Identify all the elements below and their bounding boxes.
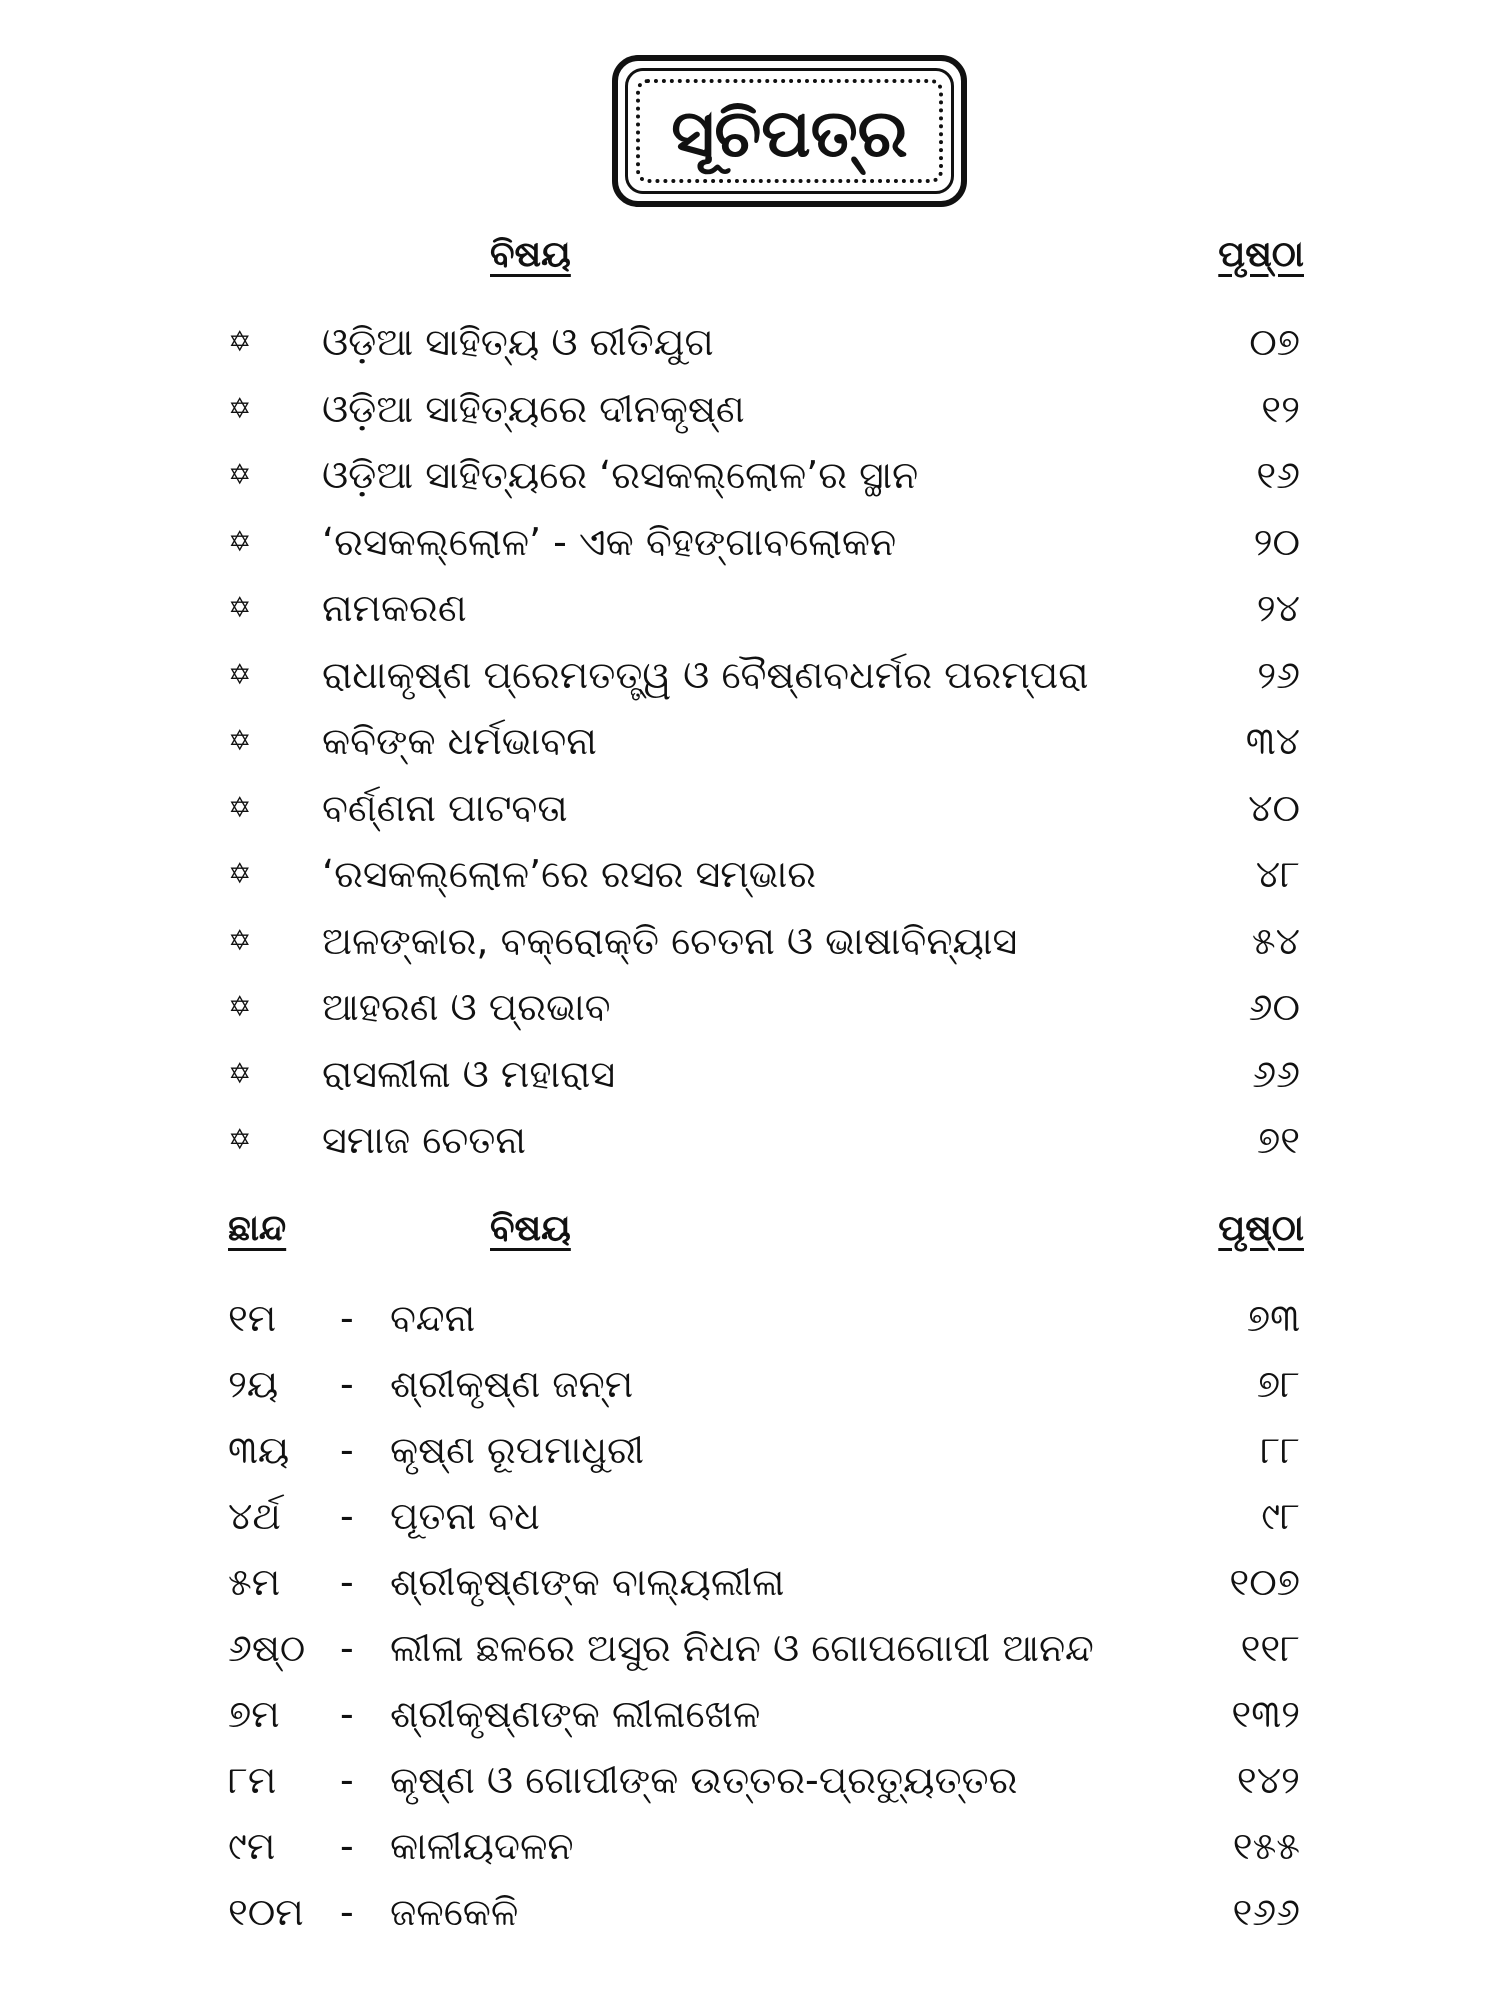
chhanda-number: ୯ମ: [228, 1824, 276, 1868]
dash: -: [340, 1758, 354, 1802]
item-title: ‘ରସକଲ୍ଲୋଳ’ରେ ରସର ସମ୍ଭାର: [322, 852, 817, 896]
chhanda-number: ୧ମ: [228, 1296, 277, 1340]
dash: -: [340, 1560, 354, 1604]
chhanda-row: [0, 1420, 1500, 1486]
item-title: ନାମକରଣ: [322, 586, 467, 630]
chhanda-title: କୃଷ୍ଣ ରୂପମାଧୁରୀ: [390, 1428, 645, 1472]
item-title: ଓଡ଼ିଆ ସାହିତ୍ୟରେ ‘ରସକଲ୍ଲୋଳ’ର ସ୍ଥାନ: [322, 453, 919, 497]
dash: -: [340, 1692, 354, 1736]
chhanda-page: ୧୬୬: [1232, 1890, 1300, 1934]
star-bullet-icon: ✡: [228, 990, 252, 1023]
item-title: ବର୍ଣ୍ଣନା ପାଟବତା: [322, 785, 568, 830]
chhanda-row: [0, 1618, 1500, 1684]
item-page: ୨୬: [1257, 652, 1300, 697]
chhanda-page: ୧୧୮: [1240, 1626, 1300, 1670]
list-item: [0, 778, 1500, 844]
chhanda-number: ୮ମ: [228, 1758, 277, 1802]
chhanda-title: ଶ୍ରୀକୃଷ୍ଣଙ୍କ ଲୀଳାଖେଳ: [390, 1692, 761, 1736]
chhanda-row: [0, 1882, 1500, 1948]
page-title: ସୂଚିପତ୍ର: [671, 95, 908, 172]
item-page: ୪୦: [1248, 785, 1300, 830]
chhanda-title: ଜଳକେଳି: [390, 1890, 519, 1934]
star-bullet-icon: ✡: [228, 724, 252, 757]
list-item: [0, 711, 1500, 777]
subject-header: ବିଷୟ: [490, 234, 571, 275]
star-bullet-icon: ✡: [228, 857, 252, 890]
chhanda-title: ଶ୍ରୀକୃଷ୍ଣଙ୍କ ବାଲ୍ୟଲୀଳା: [390, 1560, 785, 1604]
chhanda-title: କୃଷ୍ଣ ଓ ଗୋପୀଙ୍କ ଉତ୍ତର-ପ୍ରତ୍ୟୁତ୍ତର: [390, 1758, 1018, 1802]
chhanda-page: ୭୮: [1256, 1362, 1300, 1406]
list-item: [0, 977, 1500, 1043]
item-title: ସମାଜ ଚେତନା: [322, 1118, 526, 1162]
chhanda-title: ବନ୍ଦନା: [390, 1296, 476, 1340]
chhanda-row: [0, 1684, 1500, 1750]
list-item: [0, 578, 1500, 644]
chhanda-row: [0, 1486, 1500, 1552]
item-title: ଅଳଙ୍କାର, ବକ୍ରୋକ୍ତି ଚେତନା ଓ ଭାଷାବିନ୍ୟାସ: [322, 918, 1018, 963]
chhanda-page: ୮୮: [1260, 1428, 1300, 1472]
item-page: ୧୬: [1256, 453, 1300, 497]
chhanda-row: [0, 1288, 1500, 1354]
page-header-2: ପୃଷ୍ଠା: [1218, 1208, 1304, 1249]
dash: -: [340, 1626, 354, 1670]
chhanda-row: [0, 1750, 1500, 1816]
title-border: [625, 68, 954, 194]
list-item: [0, 645, 1500, 711]
chhanda-number: ୨ୟ: [228, 1362, 279, 1406]
list-item: [0, 1110, 1500, 1176]
dash: -: [340, 1890, 354, 1934]
item-page: ୩୪: [1245, 719, 1300, 763]
chhanda-row: [0, 1354, 1500, 1420]
list-item: [0, 911, 1500, 977]
list-item: [0, 1044, 1500, 1110]
list-item: [0, 379, 1500, 445]
item-title: ଓଡ଼ିଆ ସାହିତ୍ୟରେ ଦୀନକୃଷ୍ଣ: [322, 386, 745, 431]
item-page: ୧୨: [1261, 386, 1300, 431]
item-title: ରାସଲୀଳା ଓ ମହାରାସ: [322, 1051, 616, 1096]
chhanda-page: ୧୪୨: [1236, 1758, 1300, 1802]
subject-header-2: ବିଷୟ: [490, 1208, 571, 1249]
item-page: ୪୮: [1255, 852, 1300, 896]
chhanda-number: ୧୦ମ: [228, 1890, 304, 1934]
star-bullet-icon: ✡: [228, 591, 252, 624]
chhanda-number: ୫ମ: [228, 1560, 281, 1604]
list-item: [0, 445, 1500, 511]
chhanda-page: ୧୫୫: [1232, 1824, 1300, 1868]
chhanda-title: ଶ୍ରୀକୃଷ୍ଣ ଜନ୍ମ: [390, 1362, 634, 1406]
chhanda-page: ୧୩୨: [1231, 1692, 1300, 1736]
item-page: ୬୬: [1252, 1051, 1300, 1096]
star-bullet-icon: ✡: [228, 790, 252, 824]
chhanda-number: ୪ର୍ଥ: [228, 1494, 281, 1538]
dash: -: [340, 1296, 354, 1340]
item-page: ୭୧: [1256, 1118, 1300, 1162]
item-page: ୨୦: [1253, 519, 1300, 564]
star-bullet-icon: ✡: [228, 1123, 252, 1156]
item-page: ୦୭: [1249, 320, 1300, 364]
chhanda-title: କାଳୀୟଦଳନ: [390, 1824, 574, 1868]
star-bullet-icon: ✡: [228, 325, 252, 358]
star-bullet-icon: ✡: [228, 1056, 252, 1090]
star-bullet-icon: ✡: [228, 524, 252, 558]
dash: -: [340, 1362, 354, 1406]
dash: -: [340, 1428, 354, 1472]
chhanda-page: ୭୩: [1246, 1296, 1300, 1340]
chhanda-number: ୩ୟ: [228, 1428, 290, 1472]
dash: -: [340, 1494, 354, 1538]
page-header: ପୃଷ୍ଠା: [1218, 234, 1304, 275]
item-title: ‘ରସକଲ୍ଲୋଳ’ - ଏକ ବିହଙ୍ଗାବଲୋକନ: [322, 519, 897, 564]
list-item: [0, 512, 1500, 578]
chhanda-number: ୬ଷ୍ଠ: [228, 1626, 306, 1670]
dash: -: [340, 1824, 354, 1868]
star-bullet-icon: ✡: [228, 458, 252, 491]
item-page: ୨୪: [1256, 586, 1300, 630]
star-bullet-icon: ✡: [228, 391, 252, 425]
chhanda-number: ୭ମ: [228, 1692, 280, 1736]
chhanda-page: ୯୮: [1261, 1494, 1300, 1538]
item-title: ଆହରଣ ଓ ପ୍ରଭାବ: [322, 985, 611, 1029]
item-page: ୬୦: [1248, 985, 1300, 1029]
item-title: ଓଡ଼ିଆ ସାହିତ୍ୟ ଓ ରୀତିଯୁଗ: [322, 320, 714, 364]
item-title: କବିଙ୍କ ଧର୍ମଭାବନା: [322, 719, 597, 763]
star-bullet-icon: ✡: [228, 657, 252, 691]
chhanda-page: ୧୦୭: [1229, 1560, 1300, 1604]
list-item: [0, 844, 1500, 910]
item-page: ୫୪: [1251, 918, 1300, 963]
chhanda-title: ପୂତନା ବଧ: [390, 1494, 540, 1538]
list-item: [0, 312, 1500, 378]
star-bullet-icon: ✡: [228, 923, 252, 957]
chhanda-title: ଲୀଳା ଛଳରେ ଅସୁର ନିଧନ ଓ ଗୋପଗୋପୀ ଆନନ୍ଦ: [390, 1626, 1094, 1670]
chhanda-header: ଛାନ୍ଦ: [228, 1208, 287, 1249]
chhanda-row: [0, 1816, 1500, 1882]
chhanda-row: [0, 1552, 1500, 1618]
title-frame: [612, 55, 967, 207]
item-title: ରାଧାକୃଷ୍ଣ ପ୍ରେମତତ୍ତ୍ୱ ଓ ବୈଷ୍ଣବଧର୍ମର ପରମ୍ପରା: [322, 652, 1089, 697]
